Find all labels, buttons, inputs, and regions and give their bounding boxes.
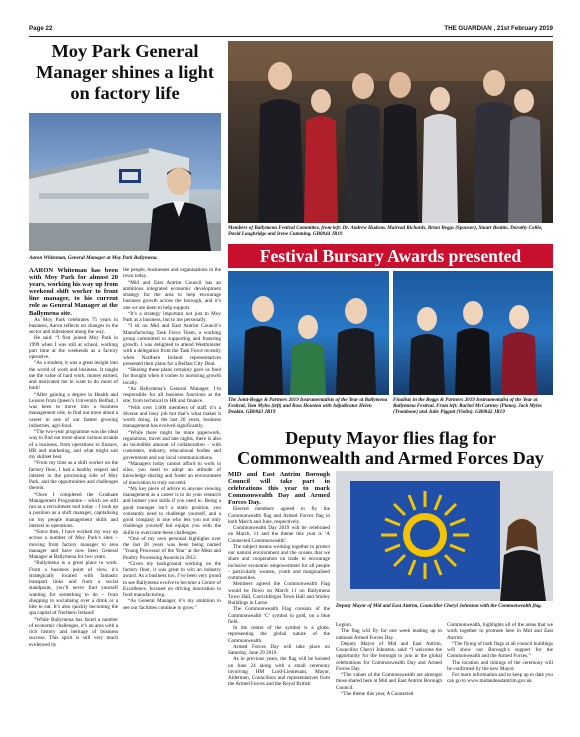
paragraph: “The flying of both flags at all council buildings will show our Borough’s support for the Commonwealth and the Armed Forces.” (447, 640, 553, 660)
paragraph: The Commonwealth Flag consists of the Commonwealth ‘C’ symbol in gold, on a blue field. (228, 606, 330, 625)
story3-column-1 (228, 471, 330, 721)
story1-headline: Moy Park General Manager shines a light on factory life (36, 41, 214, 103)
paper-date: THE GUARDIAN , 21st February 2019 (444, 25, 553, 32)
paragraph: For more information and to keep up to date you can go to www.midandeastantrim.gov.uk (447, 672, 553, 685)
festival-headline: Festival Bursary Awards presented (259, 246, 522, 266)
paragraph: Legion. (336, 622, 352, 628)
paragraph: Deputy Mayor of Mid and East Antrim, Councillor Cheryl Johnston, said: “I welcome the opportunity for the borough to join in the global celebrations for Commonwealth Day and Armed Forces Day. (336, 640, 442, 672)
paragraph: “Hearing these plans certainly gave us food for thought when it comes to nurturing growth locally. (123, 367, 221, 386)
instrumentalists-photo (228, 271, 389, 395)
paragraph: Members agreed the Commonwealth Flag would be flown on March 11 on Ballymena Town Hall, Carrickfergus Town Hall and Smiley Buildings in Larne. (228, 581, 330, 607)
paragraph: As in previous years, the flag will be hoisted on June 24 along with a small ceremony involving HM Lord-Lieutenant, Mayor, Aldermen, Councillors and representatives from the Armed Forces and the Royal British (228, 656, 330, 688)
header-rule (29, 36, 553, 37)
paragraph: “While there might be more paperwork, regulations, travel and late nights, there is also an incredible amount of collaboration – with customers, industry, educational bodies and government and our local communications. (123, 429, 221, 461)
paragraph: “It’s a strategy important not just to Moy Park as a business, but to me personally. (123, 310, 221, 323)
finalists-photo (393, 271, 553, 395)
paragraph: The subject means working together to protect our natural environment and the oceans that we share and cooperation on trade to encourage inclusive economic empowerment for all people - particularly women, youth and marginalised communities. (228, 543, 330, 582)
paragraph: “I sit on Mid and East Antrim Council’s Manufacturing Task Force Team, a working group committed to supporting and fostering growth. I was delighted to attend Westminster with a delegation from the Task Force recently when Northern Ireland representatives presented their plans for a Belfast City Deal. (123, 323, 221, 367)
commonwealth-flag-illustration (336, 471, 553, 601)
festival-committee-photo (228, 41, 553, 223)
page-number: Page 22 (29, 25, 53, 32)
paragraph: “Managers today cannot afford to work in silos, you need to adopt an attitude of knowledge sharing and foster an environment of innovation to truly succeed. (123, 460, 221, 486)
three-finalists-illustration (393, 271, 553, 395)
group-of-people-illustration (228, 41, 553, 223)
paragraph: “My key piece of advice to anyone viewing management as a career is to do your research and bolster your skills if you need to. Being a good manager isn’t a static position, you constantly need to challenge yourself, and a good company is one who lets you not only challenge yourself but equips you with the skills to overcome these challenges. (123, 485, 221, 536)
paragraph: “Given my background working on the factory floor, it was great to win an industry award. As a business too, I’ve been very proud to see Ballymena evolve to become a Centre of Excellence, focused on driving innovation in food manufacturing. (123, 560, 221, 598)
paragraph: Elected members agreed to fly the Commonwealth flag and Armed Forces flag in both March and June, respectively. (228, 506, 330, 525)
paragraph: “With over 1,000 members of staff, it’s a diverse and busy job but that’s what makes it worth doing. In the last 20 years, business management has evolved significantly. (123, 404, 221, 430)
paragraph: “Since then, I have worked my way up across a number of Moy Park’s sites – moving from factory manager to area manager and have now been General Manager at Ballymena for two years. (29, 529, 118, 561)
paragraph: Commonwealth Day 2019 will be celebrated on March, 11 and the theme this year is ‘A Connected Commonwealth’. (228, 525, 330, 544)
festival-banner (228, 244, 553, 268)
factory-building-illustration (29, 113, 221, 251)
paragraph: “Mid and East Antrim Council has an ambitious integrated economic development strategy for the area to help encourage business growth across the borough, and it’s one we are keen to help support. (123, 279, 221, 311)
paragraph: “As General Manager, it’s my ambition to see our facilities continue to grow.” (123, 598, 221, 611)
paragraph: “Once I completed the Graduate Management Programme – which we still run as a recruitment tool today – I took up a position as a shift manager, capitalising on my people management skills and interest in operations. (29, 491, 118, 529)
story3-lead: MID and East Antrim Borough Council will take part in celebrations this year to mark Commonwealth Day and Armed Forces Day. (228, 471, 330, 507)
paragraph: He said: “I first joined Moy Park in 1999 when I was still at school, working part time at the weekends as a factory operative. (29, 335, 118, 361)
paragraph: “The values of the Commonwealth are amongst those shared here at Mid and East Antrim Borough Council. (336, 672, 442, 691)
paragraph: “Ballymena is a great place to work. From a business point of view, it’s strategically located with fantastic transport links and from a social standpoint, you’ll never find yourself wanting for something to do – from shopping to socialising over a drink or a bite to eat. It’s also quickly becoming the spa capital of Northern Ireland! (29, 560, 118, 617)
paragraph: the people, businesses and organisations in the town today. (123, 267, 221, 280)
story1-caption: Aaron Whiteman, General Manager at Moy Park Ballymena. (29, 255, 158, 261)
story1-column-1 (29, 267, 118, 707)
paragraph: “The theme this year, A Connected (341, 690, 414, 697)
paragraph: Armed Forces Day will take place on Saturday, June 29 2019. (228, 643, 330, 657)
paragraph: “One of my own personal highlights over the last 20 years was been being named ‘Young Processor of the Year’ at the Meat and Poultry Processing Awards in 2012. (123, 535, 221, 561)
paragraph: “After gaining a degree in Health and Leisure from Queen’s University Belfast, I was keen to move into a business management role, to find out more about a career in one of our fastest growing industries, agri-food. (29, 391, 118, 429)
paragraph: “As a student, it was a great insight into the world of work and business. It taught me the value of hard work, money earned, and motivated me to want to do more of both! (29, 360, 118, 392)
instrumentalists-caption: The Joint-Beggs & Partners 2019 Instrumentalists of the Year at Ballymena Festival, Tom Myles (left) and Ross Houston with Adjudicator Helen Deakin. GB0843 JR19 (228, 397, 388, 415)
paragraph: “From my time as a shift worker on the factory floor, I had a healthy respect and interest in the processing side of Moy Park, and the opportunities and challenges therein. (29, 460, 118, 492)
story3-headline: Deputy Mayor flies flag for Commonwealth and Armed Forces Day (237, 428, 544, 468)
paragraph: “The two-year programme was the ideal way to find out more about various strands of a business, from operations to finance, HR and marketing, and what might suit my skillset best. (29, 429, 118, 461)
story1-photo (29, 113, 221, 251)
story3-column-3 (447, 622, 553, 722)
finalists-caption: Finalists in the Beggs & Partners 2019 Instrumentalist of the Year at Ballymena Festival. From left: Rachel McCartney (Piano), Jack Myles (Trombone) and Julie Piggott (Violin). GB0842 JR19 (393, 397, 542, 415)
paragraph: Commonwealth, highlights all of the areas that we work together to promote here in Mid and East Antrim. (447, 622, 553, 641)
story1-column-2 (123, 267, 221, 707)
story3-column-2 (336, 622, 442, 722)
paragraph: The flag will fly for one week leading up to national Armed Forces Day. (336, 628, 442, 641)
deputy-mayor-caption: Deputy Mayor of Mid and East Antrim, Councillor Cheryl Johnston with the Commonwealth flag. (336, 603, 543, 609)
story1-lead: AARON Whiteman has been with Moy Park for almost 20 years, working his way up from weekend shift worker to front line manager, to his current role as General Manager at the Ballymena site. (29, 267, 118, 317)
commonwealth-flag-photo (336, 471, 553, 601)
paragraph: “As Ballymena’s General Manager, I’m responsible for all business functions at the site, from technical to HR and finance. (123, 385, 221, 405)
festival-committee-caption: Members of Ballymena Festival Committee, from left: Dr. Andrew Hudson, Mairead Richards, Brian Beggs (Sponsor), Stuart Beattie, Dorothy Collie, David Loughridge and Irene Cumming. GB0844 JR19 (228, 225, 543, 237)
paragraph: As Moy Park celebrates 75 years in business, Aaron reflects on changes in the sector and milestones along the way. (29, 316, 118, 336)
paragraph: “While Ballymena has faced a number of economic challenges, it’s an area with a rich history and heritage of business success. This spirit is still very much evidenced by (29, 616, 118, 648)
paragraph: The location and timings of the ceremony will be confirmed by the new Mayor. (447, 659, 553, 672)
paragraph: In the centre of the symbol is a globe, representing the global nature of the Commonwealth. (228, 625, 330, 644)
three-people-illustration (228, 271, 389, 395)
